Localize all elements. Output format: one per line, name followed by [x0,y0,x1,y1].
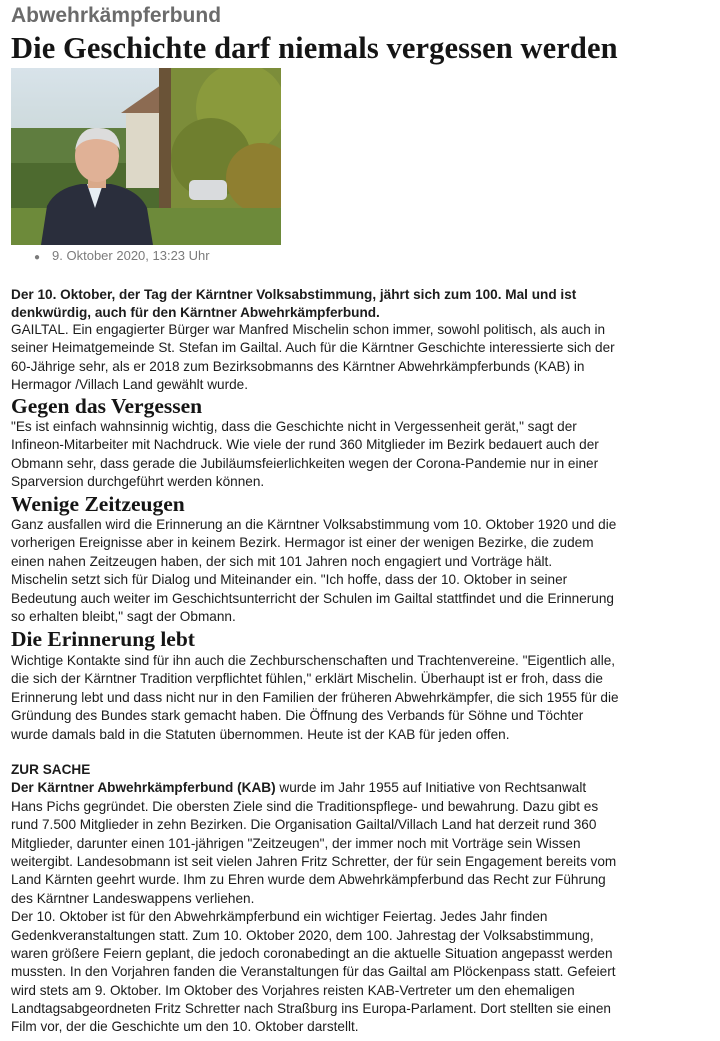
body-line: waren größere Feiern geplant, die jedoch coronabedingt an die aktuelle Situation angepasst werden [11,945,613,961]
body-line: "Es ist einfach wahnsinnig wichtig, dass die Geschichte nicht in Vergessenheit gerät," sagt der [11,419,577,434]
body-text: wurde im Jahr 1955 auf Initiative von Rechtsanwalt [275,780,587,796]
body-line: rund 7.500 Mitglieder in zehn Bezirken. Die Organisation Gailtal/Villach Land hat derzeit rund 360 [11,817,597,833]
portrait-photo [11,68,281,245]
body-line: weitergibt. Landesobmann ist seit vielen Jahren Fritz Schretter, der für sein Engagement bereits vom [11,853,617,869]
body-line: so erhalten bleibt," sagt der Obmann. [11,608,236,624]
body-line: wird stets am 9. Oktober. Im Oktober des Vorjahres reisten KAB-Vertreter um den ehemaligen [11,982,575,998]
intro-line: GAILTAL. Ein engagierter Bürger war Manfred Mischelin schon immer, sowohl politisch, als auch in [11,322,606,337]
body-line: Film vor, der die Geschichte um den 10. Oktober darstellt. [11,1019,359,1035]
kicker: Abwehrkämpferbund [11,4,222,27]
section-heading: Wenige Zeitzeugen [11,492,185,516]
body-line [11,779,713,797]
body-line: Erinnerung lebt und dass nicht nur in den Familien der früheren Abwehrkämpfer, die sich 1955 für die [11,689,619,705]
body-line: Hans Pichs gegründet. Die obersten Ziele sind die Traditionspflege- und bewahrung. Dazu gibt es [11,798,599,814]
section-body [11,652,713,744]
lead-line: Der 10. Oktober, der Tag der Kärntner Volksabstimmung, jährt sich zum 100. Mal und ist [11,287,577,302]
body-line: Landtagsabgeordneten Fritz Schretter nach Straßburg ins Europa-Parlament. Dort stellten sie einen [11,1001,611,1017]
section-body [11,516,713,626]
lead-paragraph [11,286,713,323]
intro-paragraph [11,321,713,395]
publish-date: 9. Oktober 2020, 13:23 Uhr [52,248,210,263]
body-line: Obmann sehr, dass gerade die Jubiläumsfeierlichkeiten wegen der Corona-Pandemie nur in einer [11,455,599,471]
body-line: Bedeutung auch weiter im Geschichtsunterricht der Schulen im Gailtal stattfindet und die Erinnerung [11,590,614,606]
intro-line: Hermagor /Villach Land gewählt wurde. [11,377,249,393]
body-line: Gründung des Bundes stark gemacht haben. Die Öffnung des Verbands für Söhne und Töchter [11,708,584,724]
dateline [34,248,210,263]
zur-sache-label: ZUR SACHE [11,762,91,777]
body-line: Gedenkveranstaltungen statt. Zum 10. Oktober 2020, dem 100. Jahrestag der Volksabstimmung, [11,927,594,943]
body-line: des Kärntner Landeswappens verliehen. [11,890,255,906]
section-heading: Die Erinnerung lebt [11,627,195,651]
body-line: Mischelin setzt sich für Dialog und Miteinander ein. "Ich hoffe, dass der 10. Oktober in seiner [11,572,568,588]
zur-sache-box [11,761,713,1037]
body-line: die sich der Kärntner Tradition verpflichtet fühlen," erklärt Mischelin. Überhaupt ist er froh, dass die [11,671,603,687]
bullet-icon: ● [34,252,41,263]
lead-line: denkwürdig, auch für den Kärntner Abwehrkämpferbund. [11,305,380,321]
intro-line: 60-Jährige sehr, als er 2018 zum Bezirksobmanns des Kärntner Abwehrkämpferbunds (KAB) in [11,358,585,374]
body-line: Wichtige Kontakte sind für ihn auch die Zechburschenschaften und Trachtenvereine. "Eigentlich alle, [11,653,616,668]
body-line: Land Kärnten geehrt wurde. Ihm zu Ehren wurde dem Abwehrkämpferbund das Recht zur Führung [11,872,606,888]
body-line: Sparversion durchgeführt werden können. [11,474,265,490]
headline: Die Geschichte darf niemals vergessen werden [11,31,618,65]
section-heading: Gegen das Vergessen [11,394,203,418]
body-line: vorherigen Ereignisse aber in keinem Bezirk. Hermagor ist einer der wenigen Bezirke, die zudem [11,535,594,551]
body-line: einen nahen Zeitzeugen haben, der sich mit 101 Jahren noch engagiert und Vorträge hält. [11,553,553,569]
body-line: Ganz ausfallen wird die Erinnerung an die Kärntner Volksabstimmung vom 10. Oktober 1920 und die [11,517,617,532]
intro-line: seiner Heimatgemeinde St. Stefan im Gailtal. Auch für die Kärntner Geschichte interessierte sich der [11,340,615,356]
body-line: Mitglieder, darunter einen 101-jährigen "Zeitzeugen", der immer noch mit Vorträge sein Wissen [11,835,581,851]
body-line: wurde damals bald in die Statuten übernommen. Heute ist der KAB für jeden offen. [11,726,510,742]
section-body [11,418,713,492]
kab-name: Der Kärntner Abwehrkämpferbund (KAB) [11,780,276,796]
body-line: mussten. In den Vorjahren fanden die Veranstaltungen für das Gailtal am Plöckenpass statt. Gefeiert [11,964,616,980]
body-line: Der 10. Oktober ist für den Abwehrkämpferbund ein wichtiger Feiertag. Jedes Jahr finden [11,909,548,925]
body-line: Infineon-Mitarbeiter mit Nachdruck. Wie viele der rund 360 Mitglieder im Bezirk bedauert auch der [11,437,599,453]
